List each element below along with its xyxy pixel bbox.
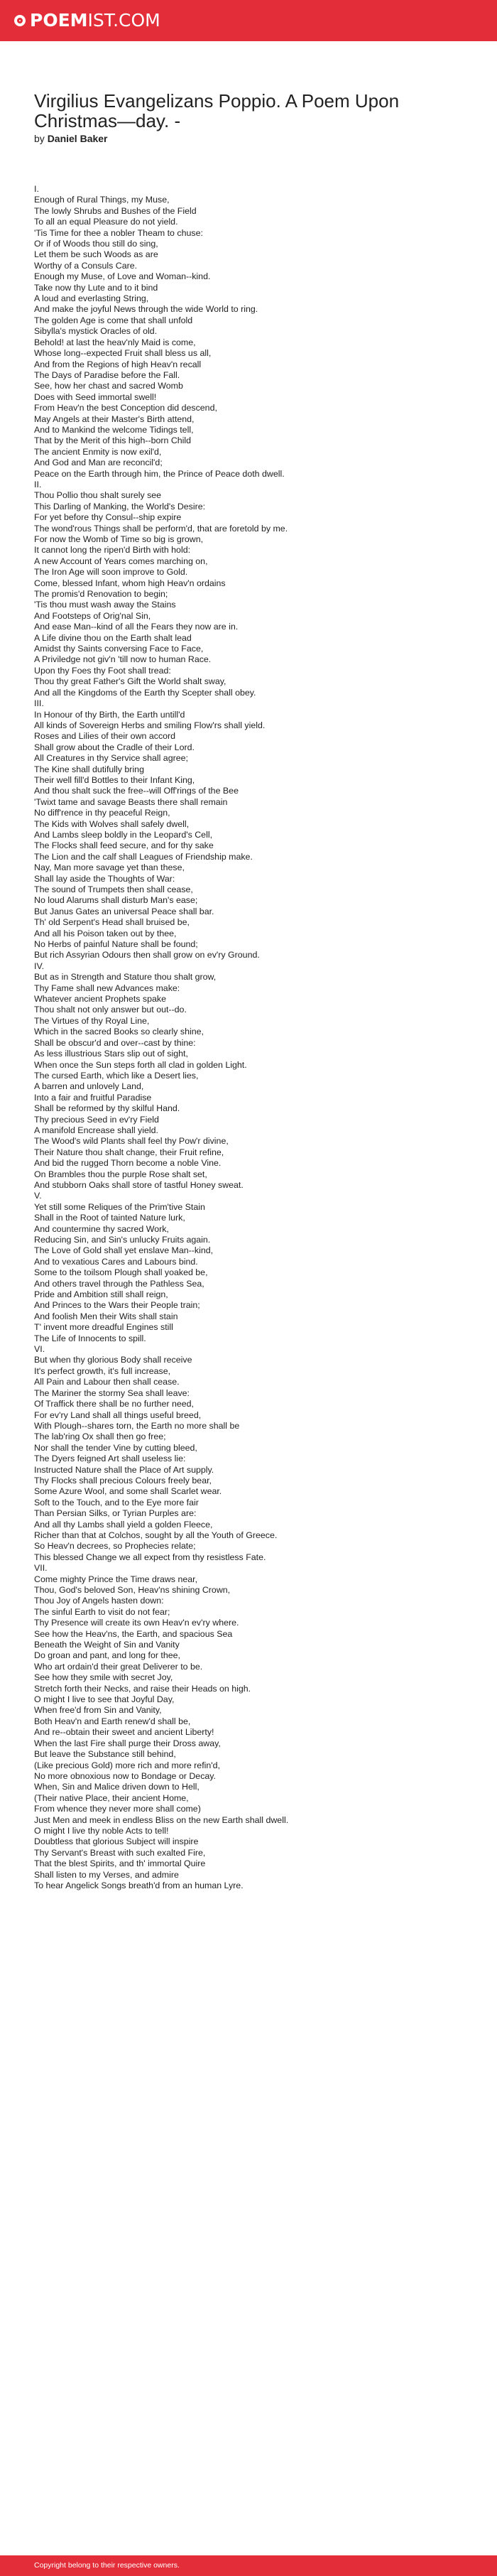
- poem-line: No more obnoxious now to Bondage or Decay.: [34, 1770, 216, 1781]
- poem-line: Pride and Ambition still shall reign,: [34, 1289, 168, 1300]
- poem-line: When, Sin and Malice driven down to Hell,: [34, 1782, 200, 1792]
- poem-line: Enough of Rural Things, my Muse,: [34, 195, 170, 205]
- poem-line: Amidst thy Saints conversing Face to Face,: [34, 644, 204, 654]
- poem-line: Thou Pollio thou shalt surely see: [34, 490, 162, 501]
- poem-line: No Herbs of painful Nature shall be found;: [34, 939, 198, 950]
- poem-line: Thy Servant's Breast with such exalted Fire,: [34, 1847, 206, 1858]
- poem-line: From whence they never more shall come): [34, 1804, 201, 1814]
- poem-line: But Janus Gates an universal Peace shall bar.: [34, 906, 214, 916]
- poem-line: The Days of Paradise before the Fall.: [34, 369, 180, 380]
- poem-line: And foolish Men their Wits shall stain: [34, 1311, 178, 1321]
- poem-line: Their Nature thou shalt change, their Fruit refine,: [34, 1147, 224, 1157]
- poem-line: Shall be obscur'd and over--cast by thine:: [34, 1037, 196, 1048]
- poem-line: It cannot long the ripen'd Birth with hold:: [34, 545, 191, 556]
- byline: [34, 132, 108, 145]
- poem-line: Some to the toilsom Plough shall yoaked be,: [34, 1267, 208, 1278]
- poem-line: All Pain and Labour then shall cease.: [34, 1377, 180, 1387]
- poem-line: Do groan and pant, and long for thee,: [34, 1650, 180, 1661]
- poem-line: V.: [34, 1191, 42, 1201]
- poem-line: The Kine shall dutifully bring: [34, 764, 144, 774]
- poem-line: Thy Flocks shall precious Colours freely bear,: [34, 1475, 212, 1485]
- poem-line: 'Twixt tame and savage Beasts there shall remain: [34, 796, 228, 807]
- poem-line: Reducing Sin, and Sin's unlucky Fruits again.: [34, 1235, 211, 1245]
- poem-line: II.: [34, 479, 42, 489]
- poem-line: And bid the rugged Thorn become a noble Vine.: [34, 1158, 222, 1169]
- poem-line: But as in Strength and Stature thou shalt grow,: [34, 972, 217, 983]
- poem-line: And thou shalt suck the free--will Off'rings of the Bee: [34, 786, 239, 796]
- poem-line: It's perfect growth, it's full increase,: [34, 1365, 171, 1376]
- poem-line: Thou thy great Father's Gift the World shalt sway,: [34, 676, 226, 687]
- poem-line: Stretch forth their Necks, and raise their Heads on high.: [34, 1683, 251, 1694]
- poem-line: A new Account of Years comes marching on,: [34, 556, 208, 566]
- poem-line: Who art ordain'd their great Deliverer to be.: [34, 1661, 203, 1672]
- poem-line: The golden Age is come that shall unfold: [34, 315, 193, 325]
- poem-line: The Mariner the stormy Sea shall leave:: [34, 1387, 190, 1398]
- poem-line: O might I live to see that Joyful Day,: [34, 1694, 175, 1705]
- poem-line: When the last Fire shall purge their Dross away,: [34, 1738, 221, 1748]
- poem-line: With Plough--shares torn, the Earth no more shall be: [34, 1420, 240, 1431]
- poem-line: No diff'rence in thy peaceful Reign,: [34, 808, 170, 818]
- poem-line: As less illustrious Stars slip out of sight,: [34, 1049, 188, 1059]
- poem-line: Take now thy Lute and to it bind: [34, 282, 158, 293]
- poem-line: 'Tis Time for thee a nobler Theam to chuse:: [34, 227, 203, 238]
- poem-line: When once the Sun steps forth all clad in golden Light.: [34, 1059, 247, 1070]
- poem-line: And Footsteps of Orig'nal Sin,: [34, 610, 151, 621]
- poem-line: Whatever ancient Prophets spake: [34, 994, 166, 1005]
- poem-line: So Heav'n decrees, so Prophecies relate;: [34, 1541, 196, 1552]
- poem-line: Thy Presence will create its own Heav'n ev'ry where.: [34, 1618, 239, 1628]
- poem-line: VII.: [34, 1563, 48, 1574]
- poem-line: Thou, God's beloved Son, Heav'ns shining Crown,: [34, 1585, 231, 1595]
- poem-line: And ease Man--kind of all the Fears they now are in.: [34, 622, 239, 632]
- poem-line: Shall be reformed by thy skilful Hand.: [34, 1103, 180, 1114]
- site-logo[interactable]: [14, 10, 160, 31]
- logo-text-bold: POEM: [30, 10, 88, 31]
- poem-line: Th' old Serpent's Head shall bruised be,: [34, 917, 190, 928]
- poem-line: A manifold Encrease shall yield.: [34, 1125, 158, 1135]
- poem-line: The Virtues of thy Royal Line,: [34, 1015, 150, 1026]
- poem-line: Thou shalt not only answer but out--do.: [34, 1005, 187, 1015]
- poem-line: But leave the Substance still behind,: [34, 1749, 176, 1760]
- poem-line: And Lambs sleep boldly in the Leopard's Cell,: [34, 829, 213, 840]
- poem-line: All kinds of Sovereign Herbs and smiling Flow'rs shall yield.: [34, 720, 266, 730]
- poem-line: The Kids with Wolves shall safely dwell,: [34, 818, 190, 829]
- poem-line: Which in the sacred Books so clearly shine,: [34, 1027, 204, 1037]
- poem-line: May Angels at their Master's Birth attend,: [34, 413, 195, 424]
- poem-line: Enough my Muse, of Love and Woman--kind.: [34, 271, 211, 282]
- poem-line: The Dyers feigned Art shall useless lie:: [34, 1454, 186, 1464]
- poem-line: 'Tis thou must wash away the Stains: [34, 600, 176, 610]
- poem-line: On Brambles thou the purple Rose shalt set,: [34, 1169, 207, 1179]
- poem-line: Nay, Man more savage yet than these,: [34, 862, 185, 873]
- poem-line: And to vexatious Cares and Labours bind.: [34, 1256, 198, 1267]
- poem-line: Upon thy Foes thy Foot shall tread:: [34, 665, 171, 676]
- poem-line: Peace on the Earth through him, the Prince of Peace doth dwell.: [34, 468, 285, 479]
- poem-line: But when thy glorious Body shall receive: [34, 1355, 192, 1365]
- poem-line: Thy precious Seed in ev'ry Field: [34, 1114, 159, 1125]
- poem-line: The Love of Gold shall yet enslave Man--kind,: [34, 1245, 214, 1256]
- poem-line: I.: [34, 184, 39, 194]
- poem-line: The sound of Trumpets then shall cease,: [34, 884, 193, 894]
- poem-line: This Darling of Manking, the World's Desire:: [34, 501, 206, 512]
- poem-line: For yet before thy Consul--ship expire: [34, 512, 182, 523]
- logo-icon: [14, 15, 26, 26]
- poem-line: The Iron Age will soon improve to Gold.: [34, 567, 188, 578]
- poem-line: From Heav'n the best Conception did descend,: [34, 403, 217, 413]
- poem-line: Shall listen to my Verses, and admire: [34, 1869, 179, 1880]
- poem-line: Come mighty Prince the Time draws near,: [34, 1574, 198, 1584]
- poem-line: Thou Joy of Angels hasten down:: [34, 1596, 164, 1606]
- poem-line: Sibylla's mystick Oracles of old.: [34, 326, 158, 337]
- poem-line: Beneath the Weight of Sin and Vanity: [34, 1640, 180, 1650]
- author-link[interactable]: Daniel Baker: [47, 133, 108, 144]
- poem-line: And all the Kingdoms of the Earth thy Scepter shall obey.: [34, 687, 256, 698]
- poem-line: The promis'd Renovation to begin;: [34, 589, 168, 600]
- poem-line: Nor shall the tender Vine by cutting bleed,: [34, 1442, 197, 1453]
- poem-line: A loud and everlasting String,: [34, 293, 149, 304]
- poem-line: Let them be such Woods as are: [34, 249, 158, 260]
- poem-line: Some Azure Wool, and some shall Scarlet wear.: [34, 1486, 222, 1497]
- poem-line: See, how her chast and sacred Womb: [34, 381, 183, 391]
- poem-line: Behold! at last the heav'nly Maid is come,: [34, 337, 196, 347]
- poem-line: The Lion and the calf shall Leagues of Friendship make.: [34, 851, 253, 862]
- poem-line: See how they smile with secret Joy,: [34, 1672, 173, 1683]
- poem-line: A barren and unlovely Land,: [34, 1081, 144, 1092]
- poem-line: Shall in the Root of tainted Nature lurk,: [34, 1213, 185, 1223]
- poem-line: (Their native Place, their ancient Home,: [34, 1792, 189, 1803]
- copyright-text: Copyright belong to their respective owners.: [34, 2561, 180, 2570]
- poem-line: And stubborn Oaks shall store of tastful Honey sweat.: [34, 1179, 244, 1190]
- poem-line: Shall lay aside the Thoughts of War:: [34, 873, 175, 884]
- poem-line: And from the Regions of high Heav'n recall: [34, 359, 202, 369]
- poem-line: A Priviledge not giv'n 'till now to human Race.: [34, 654, 212, 665]
- poem-line: Does with Seed immortal swell!: [34, 391, 157, 402]
- poem-line: Thy Fame shall new Advances make:: [34, 983, 180, 993]
- poem-line: The cursed Earth, which like a Desert lies,: [34, 1070, 199, 1081]
- poem-line: Come, blessed Infant, whom high Heav'n ordains: [34, 578, 226, 588]
- poem-line: The Wood's wild Plants shall feel thy Pow'r divine,: [34, 1136, 229, 1147]
- poem-line: Roses and Lilies of their own accord: [34, 731, 176, 742]
- poem-line: And countermine thy sacred Work,: [34, 1223, 169, 1234]
- poem-line: And to Mankind the welcome Tidings tell,: [34, 424, 194, 435]
- poem-line: But rich Assyrian Odours then shall grow on ev'ry Ground.: [34, 950, 260, 960]
- poem-line: And others travel through the Pathless Sea,: [34, 1278, 204, 1289]
- poem-line: Soft to the Touch, and to the Eye more fair: [34, 1497, 199, 1508]
- poem-line: All Creatures in thy Service shall agree;: [34, 753, 188, 764]
- poem-line: Just Men and meek in endless Bliss on the new Earth shall dwell.: [34, 1814, 289, 1825]
- poem-line: Doubtless that glorious Subject will inspire: [34, 1836, 199, 1847]
- poem-line: No loud Alarums shall disturb Man's ease;: [34, 895, 198, 906]
- poem-line: Both Heav'n and Earth renew'd shall be,: [34, 1716, 191, 1726]
- poem-line: And make the joyful News through the wide World to ring.: [34, 304, 258, 315]
- poem-line: That the blest Spirits, and th' immortal Quire: [34, 1858, 206, 1869]
- poem-line: And all his Poison taken out by thee,: [34, 928, 177, 938]
- poem-line: To hear Angelick Songs breath'd from an human Lyre.: [34, 1880, 244, 1890]
- poem-line: And Princes to the Wars their People train;: [34, 1300, 200, 1311]
- poem-line: See how the Heav'ns, the Earth, and spacious Sea: [34, 1628, 233, 1639]
- top-bar: [0, 0, 497, 41]
- poem-line: The lab'ring Ox shall then go free;: [34, 1432, 166, 1442]
- poem-line: The sinful Earth to visit do not fear;: [34, 1606, 170, 1617]
- poem-line: For ev'ry Land shall all things useful breed,: [34, 1409, 202, 1420]
- poem-line: Whose long--expected Fruit shall bless us all,: [34, 348, 212, 359]
- by-label: by: [34, 133, 45, 144]
- poem-line: And God and Man are reconcil'd;: [34, 458, 163, 468]
- poem-line: Into a fair and fruitful Paradise: [34, 1092, 152, 1103]
- poem-line: VI.: [34, 1344, 45, 1355]
- poem-line: Of Traffick there shall be no further need,: [34, 1399, 194, 1409]
- footer: [0, 2555, 497, 2576]
- poem-line: To all an equal Pleasure do not yield.: [34, 217, 178, 227]
- poem-line: In Honour of thy Birth, the Earth untill'd: [34, 709, 185, 720]
- poem-line: The Flocks shall feed secure, and for thy sake: [34, 840, 214, 851]
- poem-line: This blessed Change we all expect from thy resistless Fate.: [34, 1552, 266, 1562]
- poem-line: The lowly Shrubs and Bushes of the Field: [34, 205, 197, 216]
- poem-line: O might I live thy noble Acts to tell!: [34, 1825, 169, 1836]
- poem-line: The Life of Innocents to spill.: [34, 1333, 146, 1343]
- poem-line: The ancient Enmity is now exil'd,: [34, 446, 162, 457]
- poem-line: For now the Womb of Time so big is grown,: [34, 534, 204, 544]
- poem-line: When free'd from Sin and Vanity,: [34, 1705, 162, 1716]
- poem-line: Instructed Nature shall the Place of Art supply.: [34, 1464, 214, 1475]
- poem-line: Than Persian Silks, or Tyrian Purples are:: [34, 1508, 197, 1519]
- poem-line: Their well fill'd Bottles to their Infant King,: [34, 774, 195, 785]
- logo-text-light: IST.COM: [87, 10, 160, 31]
- poem-line: Worthy of a Consuls Care.: [34, 260, 138, 271]
- poem-line: And re--obtain their sweet and ancient Liberty!: [34, 1727, 214, 1738]
- poem-line: (Like precious Gold) more rich and more refin'd,: [34, 1760, 220, 1770]
- poem-line: And all thy Lambs shall yield a golden Fleece,: [34, 1519, 213, 1530]
- poem-line: The wond'rous Things shall be perform'd, that are foretold by me.: [34, 523, 288, 534]
- poem-body: [34, 184, 474, 1891]
- poem-line: IV.: [34, 960, 45, 971]
- poem-line: Richer than that at Colchos, sought by all the Youth of Greece.: [34, 1530, 278, 1540]
- poem-title: Virgilius Evangelizans Poppio. A Poem Upon Christmas—day. -: [34, 90, 400, 131]
- poem-line: Shall grow about the Cradle of their Lord.: [34, 742, 195, 752]
- poem-line: III.: [34, 698, 44, 709]
- poem-line: Or if of Woods thou still do sing,: [34, 239, 158, 249]
- poem-line: A Life divine thou on the Earth shalt lead: [34, 632, 192, 643]
- poem-line: T' invent more dreadful Engines still: [34, 1322, 173, 1333]
- poem-line: Yet still some Reliques of the Prim'tive Stain: [34, 1201, 205, 1212]
- poem-line: That by the Merit of this high--born Child: [34, 435, 192, 446]
